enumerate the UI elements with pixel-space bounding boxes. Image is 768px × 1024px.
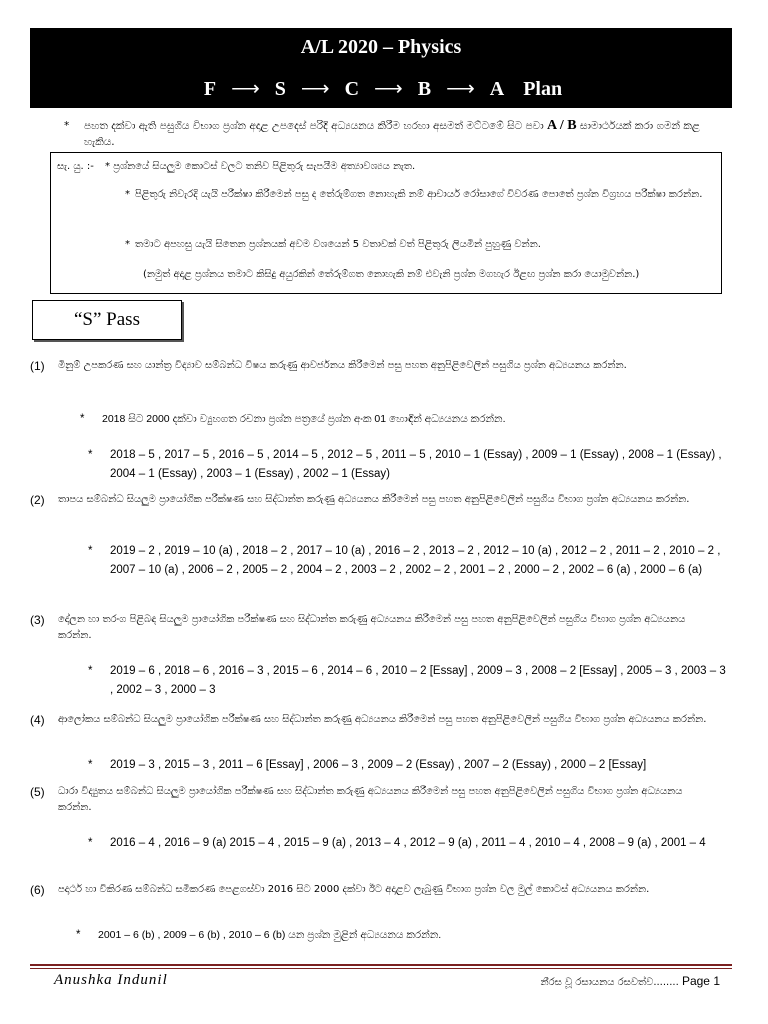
note-3 xyxy=(125,237,715,252)
document-page xyxy=(30,28,732,998)
arrow-right-icon: ⟶ xyxy=(374,78,403,100)
item-number: (4) xyxy=(30,713,45,727)
notes-box xyxy=(50,152,722,294)
item-description: ආලෝකය සම්බන්ධ සියලුම ප්‍රායෝගික පරීක්ෂණ සහ සිද්ධාන්ත කරුණු අධ්‍යයනය කිරීමෙන් පසු පහත අනුපිළිවෙලින් පසුගිය විභාග ප්‍රශ්න අධ්‍යයනය කරන්න. xyxy=(58,714,707,725)
page-number: Page 1 xyxy=(681,974,720,988)
arrow-right-icon: ⟶ xyxy=(231,78,260,100)
pass-heading-box: “S” Pass xyxy=(32,300,182,340)
question-list-text: 2019 – 2 , 2019 – 10 (a) , 2018 – 2 , 2017 – 10 (a) , 2016 – 2 , 2013 – 2 , 2012 – 10 (a) , 2012 – 2 , 2011 – 2 , 2010 – 2 , 2007 – 10 (a) , 2006 – 2 , 2005 – 2 , 2004 – 2 , 2003 – 2 , 2002 – 2 , 2001 – 2 , 2000 – 2 , 2002 – 6 (a) , 2000 – 6 (a) xyxy=(110,545,721,576)
item-number: (1) xyxy=(30,359,45,373)
footer-author: Anushka Indunil xyxy=(54,972,168,988)
question-list-text: 2001 – 6 (b) , 2009 – 6 (b) , 2010 – 6 (b) යන ප්‍රශ්න මුළින් අධ්‍යයනය කරන්න. xyxy=(98,929,442,941)
plan-step-c: C xyxy=(344,78,360,100)
note-1 xyxy=(105,159,705,174)
item-description: තාපය සම්බන්ධ සියලුම ප්‍රායෝගික පරීක්ෂණ සහ සිද්ධාන්ත කරුණු අධ්‍යයනය කිරීමෙන් පසු පහත අනුපිළිවෙලින් පසුගිය විභාග ප්‍රශ්න අධ්‍යයනය කරන්න. xyxy=(58,494,690,505)
plan-step-b: B xyxy=(417,78,432,100)
item-description: මිනුම් උපකරණ සහ යාන්ත්‍ර විද්‍යාව සම්බන්ධ විෂය කරුණු ආවර්ජනය කිරීමෙන් පසු පහත අනුපිළිවෙලින් පසුගිය ප්‍රශ්න අධ්‍යයනය කරන්න. xyxy=(58,360,627,371)
bullet-star: * xyxy=(88,449,93,461)
bullet-star: * xyxy=(105,161,110,172)
plan-sequence xyxy=(30,76,732,101)
bullet-star: * xyxy=(88,837,93,849)
note-3-extra: (නමුත් අදාළ ප්‍රශ්නය තමාට කිසිදු අයුරකින් තේරුම්ගත නොහැකි නම් එවැනි ප්‍රශ්න මගහැර ඊළඟ ප්‍රශ්න කරා යොමුවන්න.) xyxy=(143,269,640,280)
bullet-star: * xyxy=(125,239,130,250)
bullet-star: * xyxy=(88,759,93,771)
notes-label: සැ. යු. :- xyxy=(57,161,94,172)
question-list xyxy=(88,662,730,700)
intro-grade: A / B xyxy=(547,118,577,133)
question-list-text: 2016 – 4 , 2016 – 9 (a) 2015 – 4 , 2015 – 9 (a) , 2013 – 4 , 2012 – 9 (a) , 2011 – 4 , 2010 – 4 , 2008 – 9 (a) , 2001 – 4 xyxy=(110,837,706,849)
note-1-text: ප්‍රශ්නයේ සියලුම කොටස් වලට තනිව පිළිතුරු සැපයීම අත්‍යාවශ්‍යය නැත. xyxy=(113,161,416,172)
bullet-star: * xyxy=(76,929,81,941)
plan-step-s: S xyxy=(274,78,286,100)
bullet-star: * xyxy=(64,120,70,132)
question-list xyxy=(76,926,718,945)
question-list-text: 2019 – 3 , 2015 – 3 , 2011 – 6 [Essay] , 2006 – 3 , 2009 – 2 (Essay) , 2007 – 2 (Essay) , 2000 – 2 [Essay] xyxy=(110,759,647,771)
question-list xyxy=(88,542,730,580)
note-2-text: පිළිතුරු නිවැරදි යැයි පරීක්ෂා කිරීමෙන් පසු ද තේරුම්ගත නොහැකි නම් ආචාර්ය රෝසාගේ විවරණ පොතේ ප්‍රශ්න විග්‍රහය පරීක්ෂා කරන්න. xyxy=(135,189,703,200)
page-footer xyxy=(30,964,732,994)
item-number: (3) xyxy=(30,613,45,627)
footer-tagline: නීරස වූ රසායනය රසවත්ව........ xyxy=(540,977,679,988)
item-number: (2) xyxy=(30,493,45,507)
note-2 xyxy=(125,187,705,202)
arrow-right-icon: ⟶ xyxy=(300,78,330,100)
item-description: පදාර්ථ හා විකිරණ සම්බන්ධ සමීකරණ පෙළගස්වා 2016 සිට 2000 දක්වා ඊට අදාළව ලැබුණු විභාග ප්‍රශ්න වල මුල් කොටස් අධ්‍යයනය කරන්න. xyxy=(58,884,650,895)
footer-rule-thin xyxy=(30,968,732,969)
question-list xyxy=(88,834,730,853)
arrow-right-icon: ⟶ xyxy=(446,78,475,100)
intro-paragraph xyxy=(64,118,724,150)
item-description: ධාරා විද්‍යුතය සම්බන්ධ සියලුම ප්‍රායෝගික පරීක්ෂණ සහ සිද්ධාන්ත කරුණු අධ්‍යයනය කිරීමෙන් පසු පහත අනුපිළිවෙලින් පසුගිය විභාග ප්‍රශ්න අධ්‍යයනය කරන්න. xyxy=(58,786,683,813)
plan-word: Plan xyxy=(523,78,563,100)
plan-step-a: A xyxy=(489,78,505,100)
bullet-star: * xyxy=(125,189,130,200)
bullet-star: * xyxy=(80,413,85,425)
note-3-text: තමාට අපහසු යැයි සිතෙන ප්‍රශ්නයක් අවම වශයෙන් 5 වතාවක් වත් පිළිතුරු ලියමින් පුහුණු වන්න. xyxy=(135,239,541,250)
item-sub-note xyxy=(80,410,742,429)
question-list-text: 2018 – 5 , 2017 – 5 , 2016 – 5 , 2014 – 5 , 2012 – 5 , 2011 – 5 , 2010 – 1 (Essay) , 2009 – 1 (Essay) , 2008 – 1 (Essay) , 2004 – 1 (Essay) , 2003 – 1 (Essay) , 2002 – 1 (Essay) xyxy=(110,449,722,480)
bullet-star: * xyxy=(88,665,93,677)
question-list xyxy=(88,446,730,484)
intro-tail: සාමාර්ථයක් කරා ගමන් කළ හැකිය. xyxy=(84,120,700,148)
item-number: (6) xyxy=(30,883,45,897)
footer-rule xyxy=(30,964,732,966)
bullet-star: * xyxy=(88,545,93,557)
footer-page-info xyxy=(541,974,721,988)
question-list-text: 2019 – 6 , 2018 – 6 , 2016 – 3 , 2015 – 6 , 2014 – 6 , 2010 – 2 [Essay] , 2009 – 3 , 2008 – 2 [Essay] , 2005 – 3 , 2003 – 3 , 2002 – 3 , 2000 – 3 xyxy=(110,665,726,696)
page-title: A/L 2020 – Physics xyxy=(300,36,462,58)
item-sub-text: 2018 සිට 2000 දක්වා ව්‍යුහගත රචනා ප්‍රශ්න පත්‍රයේ ප්‍රශ්න අංක 01 හොඳින් අධ්‍යයනය කරන්න. xyxy=(102,413,506,425)
item-description: දෝලන හා තරංග පිළිබඳ සියලුම ප්‍රායෝගික පරීක්ෂණ සහ සිද්ධාන්ත කරුණු අධ්‍යයනය කිරීමෙන් පසු පහත අනුපිළිවෙලින් පසුගිය විභාග ප්‍රශ්න අධ්‍යයනය කරන්න. xyxy=(58,614,686,641)
item-number: (5) xyxy=(30,785,45,799)
page-header xyxy=(30,28,732,108)
intro-text: පහත දක්වා ඇති පසුගිය විභාග ප්‍රශ්න අදාළ උපදෙස් පරිදි අධ්‍යයනය කිරීම හරහා අසමත් මට්ටමේ සිට පවා xyxy=(84,120,544,132)
plan-step-f: F xyxy=(203,78,217,100)
question-list xyxy=(88,756,730,775)
